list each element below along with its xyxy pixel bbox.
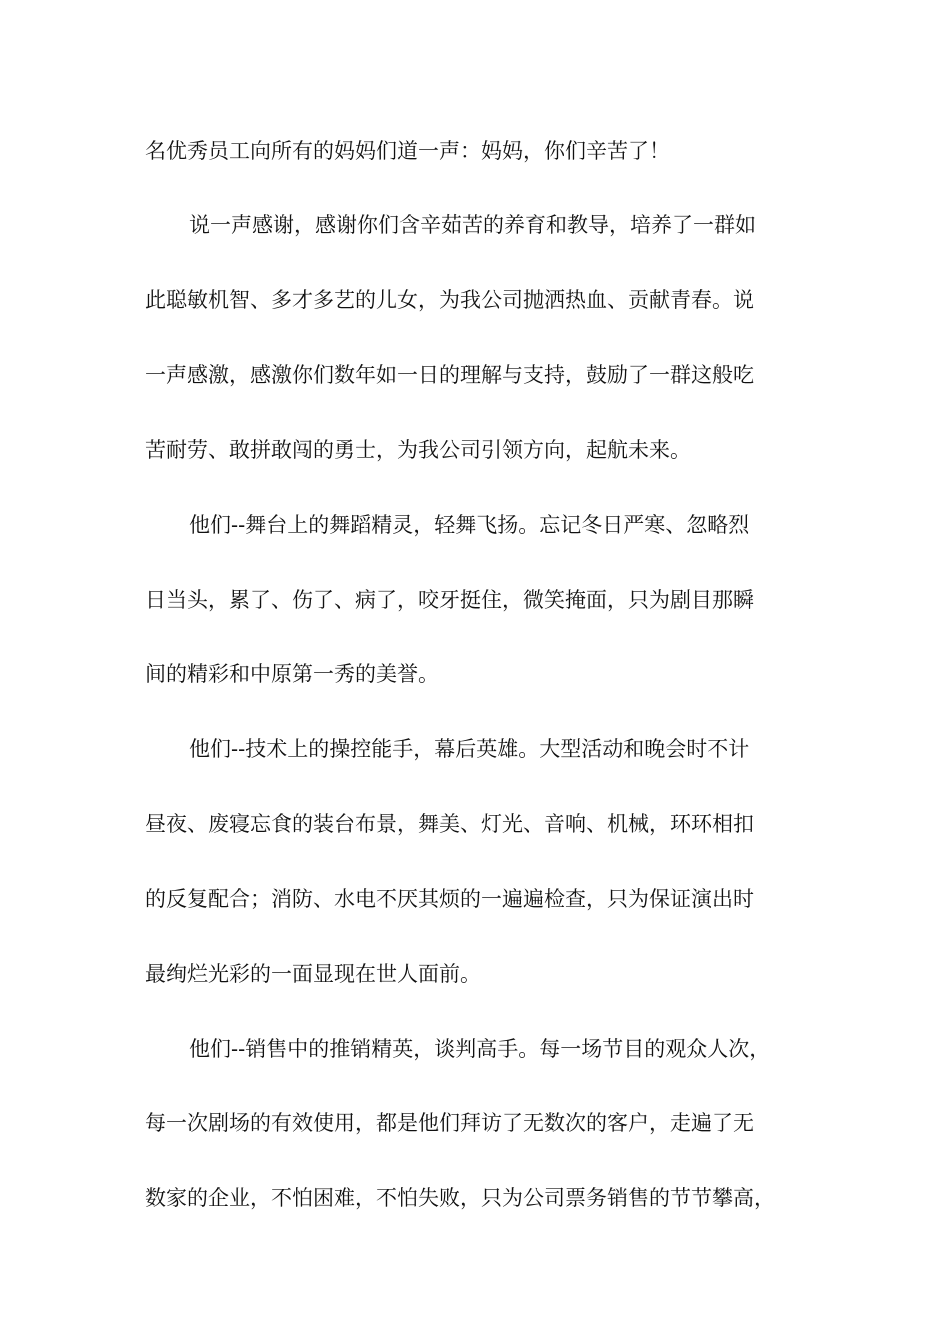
text-line: 此聪敏机智、多才多艺的儿女，为我公司抛洒热血、贡献青春。说 bbox=[145, 288, 754, 312]
text-line: 苦耐劳、敢拼敢闯的勇士，为我公司引领方向，起航未来。 bbox=[145, 438, 691, 462]
text-line: 日当头，累了、伤了、病了，咬牙挺住，微笑掩面，只为剧目那瞬 bbox=[145, 588, 754, 612]
text-line: 的反复配合；消防、水电不厌其烦的一遍遍检查，只为保证演出时 bbox=[145, 887, 754, 911]
text-line: 最绚烂光彩的一面显现在世人面前。 bbox=[145, 962, 481, 986]
text-line: 数家的企业，不怕困难，不怕失败，只为公司票务销售的节节攀高， bbox=[145, 1186, 775, 1210]
text-line: 每一次剧场的有效使用，都是他们拜访了无数次的客户，走遍了无 bbox=[145, 1111, 754, 1135]
text-line: 间的精彩和中原第一秀的美誉。 bbox=[145, 662, 439, 686]
text-line: 一声感激，感激你们数年如一日的理解与支持，鼓励了一群这般吃 bbox=[145, 363, 754, 387]
text-line: 昼夜、废寝忘食的装台布景，舞美、灯光、音响、机械，环环相扣 bbox=[145, 812, 754, 836]
paragraph-first-line: 他们--技术上的操控能手，幕后英雄。大型活动和晚会时不计 bbox=[189, 737, 750, 761]
paragraph-first-line: 说一声感谢，感谢你们含辛茹苦的养育和教导，培养了一群如 bbox=[189, 213, 756, 237]
text-line: 名优秀员工向所有的妈妈们道一声：妈妈，你们辛苦了！ bbox=[145, 139, 670, 163]
paragraph-first-line: 他们--舞台上的舞蹈精灵，轻舞飞扬。忘记冬日严寒、忽略烈 bbox=[189, 513, 750, 537]
paragraph-first-line: 他们--销售中的推销精英，谈判高手。每一场节目的观众人次， bbox=[189, 1037, 771, 1061]
